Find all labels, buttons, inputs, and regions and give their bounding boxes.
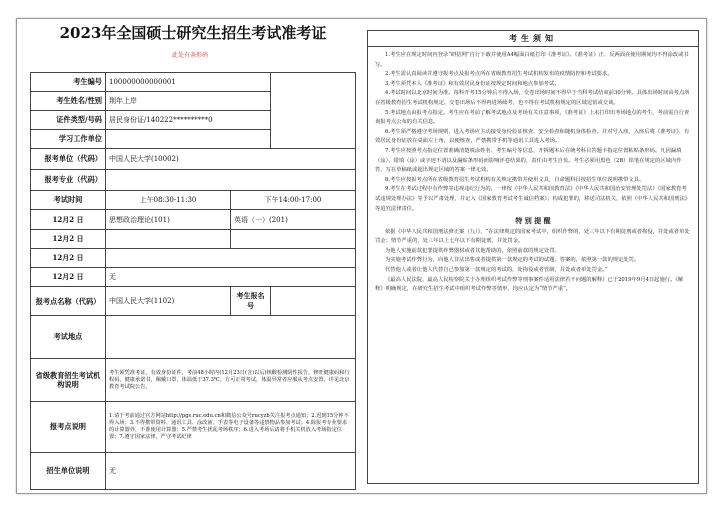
table-row — [31, 287, 356, 316]
exam-time-label: 考试时间 — [31, 191, 106, 210]
reminder-paragraph: 为他人实施前款犯罪提供作弊器材或者其他帮助的，依照前款的规定处罚。 — [385, 247, 560, 254]
afternoon-session: 下午14:00-17:00 — [231, 191, 356, 210]
site-name-value: 中国人民大学(1102) — [106, 287, 231, 316]
site-note-text: 1.请于考前通过官方网站http://pgs.ruc.edu.cn和微信公众号rucyzb关注报考点通知；2.迟到15分钟不得入场；3.不得携带资料、通讯工具、涂改液、手表等电子设备等违禁物品参加考试；4.除报考专业要求的计算器外，不准使用计算器；5.严禁考生扰乱考场秩序；6.进入考场后请将手机关机放入考场指定位置；7.遵守国家法律，严守考试纪律 — [106, 402, 356, 453]
work-unit-label: 学习工作单位 — [31, 130, 106, 149]
special-reminder-title: 特 别 提 醒 — [515, 216, 551, 226]
id-value: 居民身份证/140222**********0 — [106, 111, 271, 130]
name-gender-value: 荆年上岸 — [106, 92, 271, 111]
notice-paragraph: 7.考生应按照考点指定位置准确清楚填涂姓名、考生编号等信息，开拆题本后在统考科目答题卡指定位置粘贴条形码。凡因漏填（涂）、错填（涂）或字迹不清以及漏贴条形码而影响评卷结果的，责任由考生自负。考生必须用黑色（2B）铅笔在规定的区域内作答，写在草稿纸或超出规定区域的答案一律无效。 — [375, 147, 682, 174]
subject-none: 无 — [106, 268, 356, 287]
table-row — [31, 402, 356, 453]
exam-date: 12月2 日 — [31, 230, 106, 249]
exam-place-label: 考试地点 — [31, 316, 106, 359]
ticket-title: 2023年全国硕士研究生招生考试准考证 — [59, 24, 327, 42]
table-row — [31, 73, 356, 92]
site-note-label: 报考点说明 — [31, 402, 106, 453]
apply-unit-label: 报考单位（代码） — [31, 149, 106, 170]
reminder-paragraph: 《最高人民法院、最高人民检察院关于办理组织考试作弊等刑事案件适用法律若干问题的解释》已于2019年9月4日起施行。《解释》明确规定，在研究生招生考试中组织考试作弊等情形，均应认定为“情节严重”。 — [375, 276, 684, 293]
barcode-placeholder: 此处有条形码 — [171, 52, 208, 59]
work-unit-value — [106, 130, 271, 149]
candidate-no-label: 考生编号 — [31, 73, 106, 92]
table-row — [31, 249, 356, 268]
major-value — [106, 170, 356, 191]
table-row — [31, 149, 356, 170]
photo-box — [271, 73, 356, 149]
reminder-paragraph: 为实施考试作弊行为，向他人非法出售或者提供第一款规定的考试的试题、答案的，依照第一款的规定处罚。 — [385, 257, 640, 264]
notice-body — [368, 47, 698, 299]
table-row — [31, 191, 356, 210]
exam-place-value — [106, 316, 356, 359]
notice-title: 考生须知 — [368, 31, 698, 47]
table-row — [31, 268, 356, 287]
table-row — [31, 210, 356, 230]
exam-date: 12月2 日 — [31, 268, 106, 287]
reminder-paragraph: 依据《中华人民共和国刑法修正案（九）》，“在法律规定的国家考试中，组织作弊的，处三年以下有期徒刑或者拘役，并处或者单处罚金；情节严重的，处三年以上七年以下有期徒刑，并处罚金。 — [375, 228, 690, 245]
major-label: 报考专业（代码） — [31, 170, 106, 191]
notice-paragraph: 1.考生应在规定时间内登录“研招网”自行下载并使用A4幅面白纸打印《准考证》。《准考证》正、反两面在使用期间均不得涂改或书写。 — [375, 52, 689, 68]
recruit-note-text: 无 — [106, 453, 356, 490]
notice-paragraph: 8.考生应按报考点所在省级教育招生考试机构有关规定携带并使用文具，自命题科目按招生单位说明携带文具。 — [385, 176, 645, 183]
seat-label: 考生报名号 — [231, 287, 271, 316]
name-gender-label: 考生姓名/性别 — [31, 92, 106, 111]
candidate-notice-panel — [367, 30, 699, 484]
site-name-label: 报考点名称（代码） — [31, 287, 106, 316]
morning-session: 上午08:30-11:30 — [106, 191, 231, 210]
exam-date: 12月2 日 — [31, 249, 106, 268]
notice-paragraph: 4.考试时间以北京时间为准。每科开考15分钟后不得入场，交卷出场时间不得早于当科考试结束前30分钟。具体出场时间由考点所在省级教育招生考试机构规定。交卷出场后不得再进场续考，也不得在考试机构规定的区域逗留或交谈。 — [375, 90, 690, 106]
apply-unit-value: 中国人民大学(10002) — [106, 149, 356, 170]
table-row — [31, 230, 356, 249]
table-row — [31, 359, 356, 402]
exam-date: 12月2 日 — [31, 210, 106, 230]
subject-am: 思想政治理论(101) — [106, 210, 231, 230]
candidate-info-table — [30, 72, 356, 490]
notice-paragraph: 3.考生须凭本人《准考证》和有效居民身份证按规定时间和地点参加考试。 — [385, 80, 560, 87]
notice-paragraph: 9.考生在考试过程中有作弊等违规违纪行为的，一律按《中华人民共和国教育法》《中华人民共和国治安管理处罚法》《国家教育考试违规处理办法》等予以严肃处理，并记入《国家教育考试考生诚信档案》；构成犯罪的，移送司法机关，依照《中华人民共和国刑法》等追究法律责任。 — [375, 186, 691, 212]
reminder-paragraph: 代替他人或者让他人代替自己参加第一款规定的考试的，处拘役或者管制，并处或者单处罚金。” — [385, 267, 608, 274]
notice-paragraph: 2.考生需认真阅读并遵守报考点及报考点所在省级教育招生考试机构发布的疫情防控和考试要求。 — [385, 71, 613, 78]
provincial-note-label: 省级教育招生考试机构说明 — [31, 359, 106, 402]
table-row — [31, 170, 356, 191]
notice-paragraph: 5.考试地点由报考点指定。考生应在考前了解考试地点及考场有关注意事项，《准考证》上未打印出考场地点的考生，考前需自行查询报考点公布的有关信息。 — [375, 109, 690, 126]
candidate-no-value: 100000000000001 — [106, 73, 271, 92]
table-row — [31, 316, 356, 359]
provincial-note-text: 考生须凭准考证，有效身份证件，考前48小时内(12月23日(含)以后)核酸检测阴性报告，修旺健康码和行程码，健康承诺书，佩戴口罩，体温低于37.3℃，方可正常考试，体温异常者应服从考点安置，详见北京教育考试院公告。 — [106, 359, 356, 402]
subject-pm: 英语（一）(201) — [231, 210, 356, 230]
id-label: 证件类型/号码 — [31, 111, 106, 130]
notice-paragraph: 6.考生须严格遵守考场规则，进入考场应主动接受身份验证核查、安全检查和随机身体检查。并对号入座，入座后将《准考证》、有效居民身份证放在桌面左上角，以便核查，严禁携带手机等通讯工具进入考场。 — [375, 128, 690, 145]
recruit-note-label: 招生单位说明 — [31, 453, 106, 490]
table-row — [31, 453, 356, 490]
